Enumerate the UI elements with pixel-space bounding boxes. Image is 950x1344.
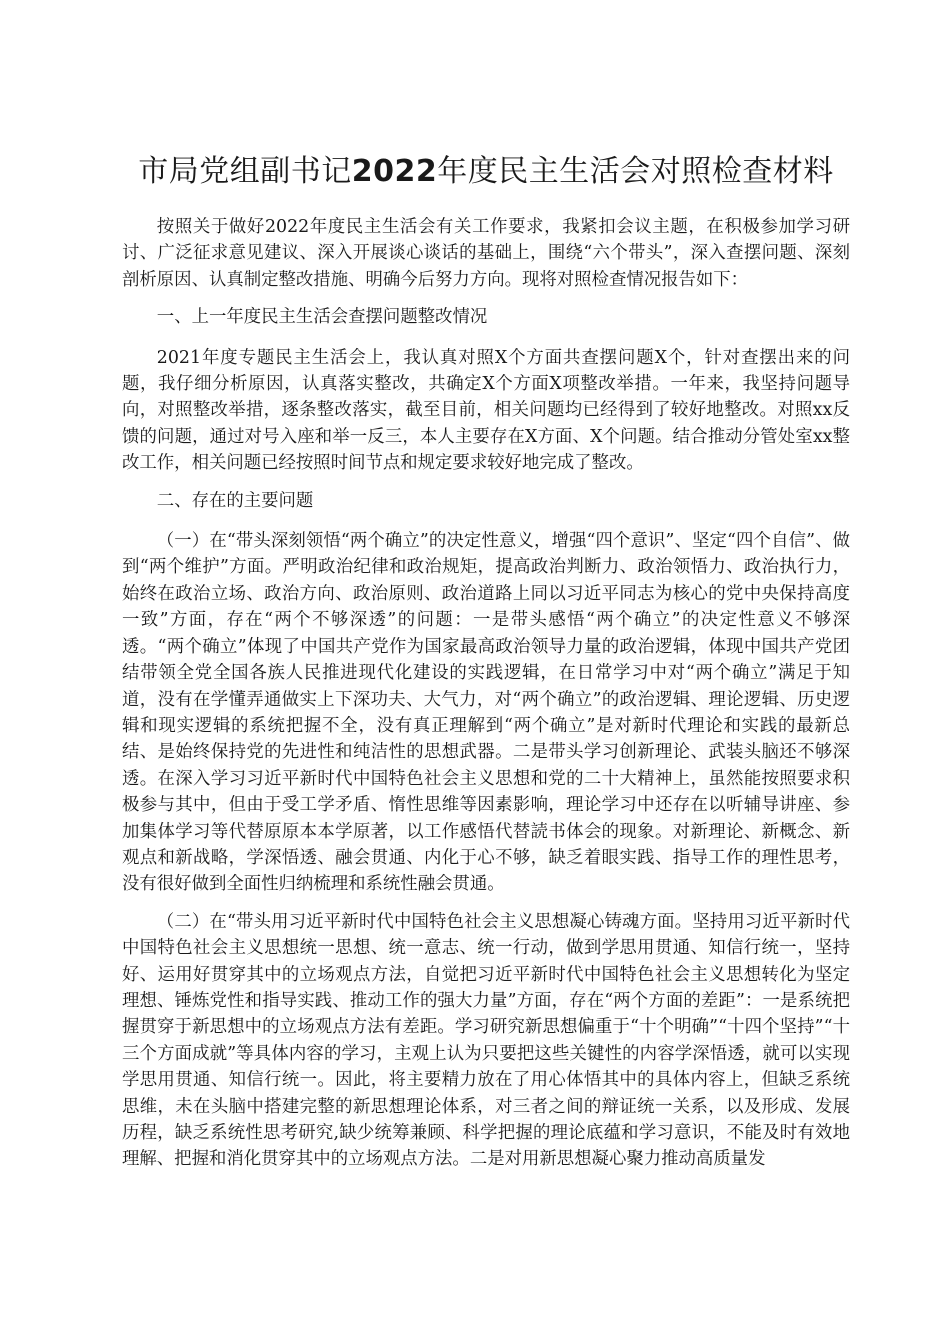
body-paragraph: （一）在“带头深刻领悟“两个确立”的决定性意义，增强“四个意识”、坚定“四个自信”、做到“两个维护”方面。严明政治纪律和政治规矩，提高政治判断力、政治领悟力、政治执行力，始终在政治立场、政治方向、政治原则、政治道路上同以习近平同志为核心的党中央保持高度一致”方面，存在“两个不够深透”的问题：一是带头感悟“两个确立”的决定性意义不够深透。“两个确立”体现了中国共产党作为国家最高政治领导力量的政治逻辑，体现中国共产党团结带领全党全国各族人民推进现代化建设的实践逻辑，在日常学习中对“两个确立”满足于知道，没有在学懂弄通做实上下深功夫、大气力，对“两个确立”的政治逻辑、理论逻辑、历史逻辑和现实逻辑的系统把握不全，没有真正理解到“两个确立”是对新时代理论和实践的最新总结、是始终保持党的先进性和纯洁性的思想武器。二是带头学习创新理论、武装头脑还不够深透。在深入学习习近平新时代中国特色社会主义思想和党的二十大精神上，虽然能按照要求积极参与其中，但由于受工学矛盾、惰性思维等因素影响，理论学习中还存在以听辅导讲座、参加集体学习等代替原原本本学原著，以工作感悟代替読书体会的现象。对新理论、新概念、新观点和新战略，学深悟透、融会贯通、内化于心不够，缺乏着眼实践、指导工作的理性思考，没有很好做到全面性归纳梳理和系统性融会贯通。	[122, 531, 850, 895]
document-page	[122, 152, 850, 1184]
intro-paragraph: 按照关于做好2022年度民主生活会有关工作要求，我紧扣会议主题，在积极参加学习研讨、广泛征求意见建议、深入开展谈心谈话的基础上，围绕“六个带头”，深入查摆问题、深刻剖析原因、认真制定整改措施、明确今后努力方向。现将对照检查情况报告如下：	[122, 217, 850, 290]
title-suffix: 年度民主生活会对照检查材料	[437, 154, 834, 189]
body-paragraph: （二）在“带头用习近平新时代中国特色社会主义思想凝心铸魂方面。坚持用习近平新时代中国特色社会主义思想统一思想、统一意志、统一行动，做到学思用贯通、知信行统一，坚持好、运用好贯穿其中的立场观点方法，自觉把习近平新时代中国特色社会主义思想转化为坚定理想、锤炼党性和指导实践、推动工作的强大力量”方面，存在“两个方面的差距”：一是系统把握贯穿于新思想中的立场观点方法有差距。学习研究新思想偏重于“十个明确”“十四个坚持”“十三个方面成就”等具体内容的学习，主观上认为只要把这些关键性的内容学深悟透，就可以实现学思用贯通、知信行统一。因此，将主要精力放在了用心体悟其中的具体内容上，但缺乏系统思维，未在头脑中搭建完整的新思想理论体系，对三者之间的辩证统一关系，以及形成、发展历程，缺乏系统性思考研究,缺少统筹兼顾、科学把握的理论底蕴和学习意识，不能及时有效地理解、把握和消化贯穿其中的立场观点方法。二是对用新思想凝心聚力推动高质量发	[122, 911, 850, 1170]
title-prefix: 市局党组副书记	[138, 154, 352, 189]
title-year: 2022	[351, 154, 438, 189]
section-heading-2: 二、存在的主要问题	[156, 490, 314, 511]
section-heading-1: 一、上一年度民主生活会查摆问题整改情况	[156, 307, 488, 328]
body-paragraph: 2021年度专题民主生活会上，我认真对照X个方面共查摆问题X个，针对查摆出来的问题，我仔细分析原因，认真落实整改，共确定X个方面X项整改举措。一年来，我坚持问题导向，对照整改举措，逐条整改落实，截至目前，相关问题均已经得到了较好地整改。对照xx反馈的问题，通过对号入座和举一反三，本人主要存在X方面、X个问题。结合推动分管处室xx整改工作，相关问题已经按照时间节点和规定要求较好地完成了整改。	[122, 347, 850, 474]
document-title	[122, 152, 850, 192]
